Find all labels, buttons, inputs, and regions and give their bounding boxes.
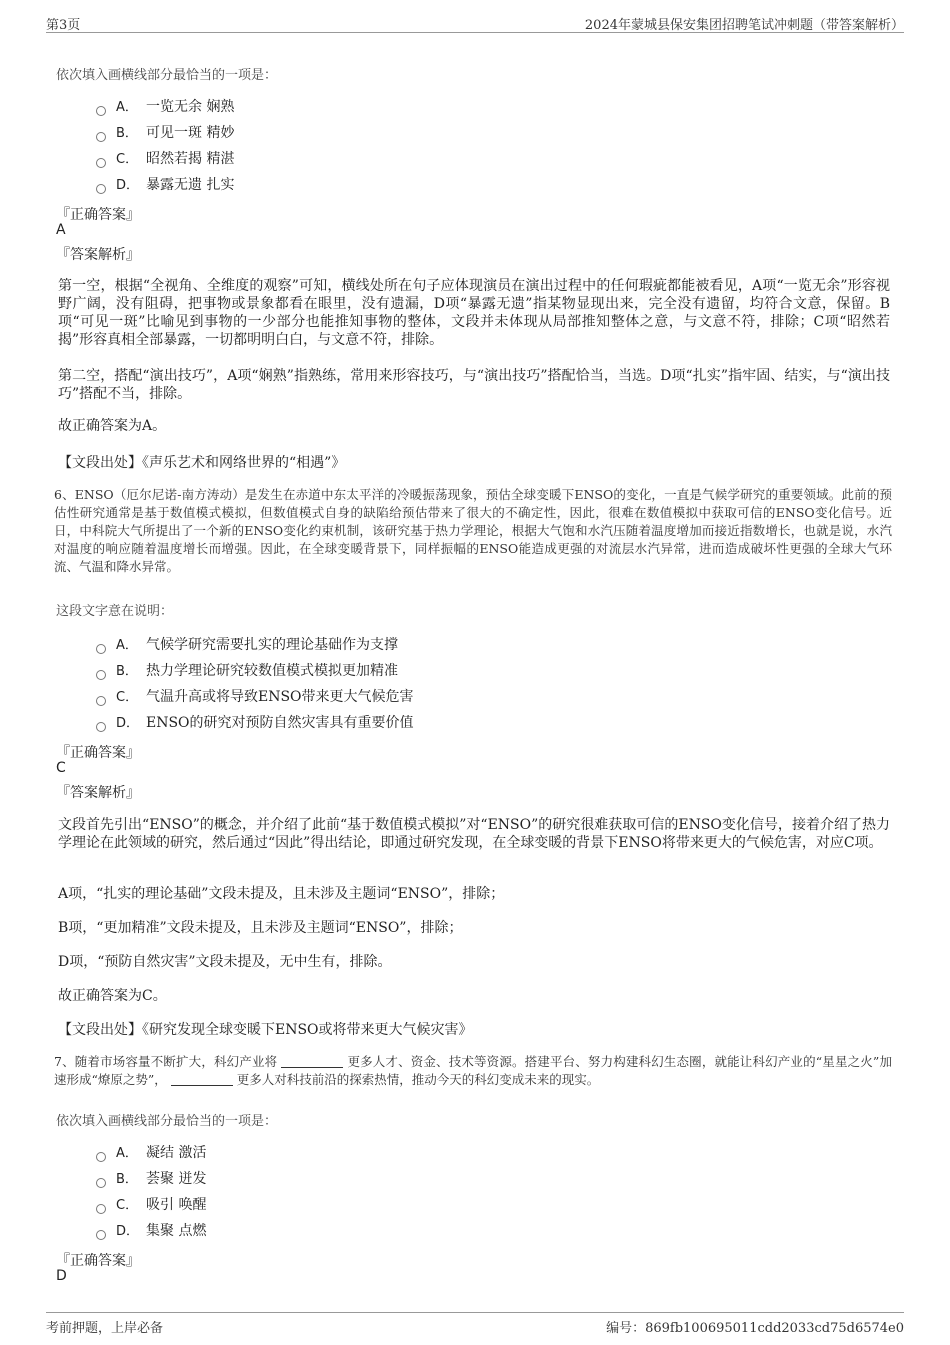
q6-source: 【文段出处】《研究发现全球变暖下ENSO或将带来更大气候灾害》	[58, 1022, 473, 1038]
q5-option-a[interactable]: A． 一览无余 娴熟	[96, 97, 234, 117]
q5-option-b[interactable]: B． 可见一斑 精妙	[96, 123, 234, 143]
q5-analysis-3: 故正确答案为A。	[58, 418, 167, 434]
radio-icon[interactable]	[96, 1152, 106, 1162]
q6-analysis-4: D项，“预防自然灾害”文段未提及，无中生有，排除。	[58, 954, 392, 970]
q6-prompt: 这段文字意在说明：	[56, 604, 174, 619]
q6-option-a[interactable]: A． 气候学研究需要扎实的理论基础作为支撑	[96, 635, 398, 655]
radio-icon[interactable]	[96, 670, 106, 680]
q5-analysis-2: 第二空，搭配“演出技巧”，A项“娴熟”指熟练，常用来形容技巧，与“演出技巧”搭配恰当，当选。D项“扎实”指牢固、结实，与“演出技巧”搭配不当，排除。	[58, 368, 890, 402]
q5-prompt: 依次填入画横线部分最恰当的一项是：	[56, 68, 278, 83]
q7-answer: D	[56, 1268, 67, 1284]
radio-icon[interactable]	[96, 106, 106, 116]
q7-prompt: 依次填入画横线部分最恰当的一项是：	[56, 1114, 278, 1129]
radio-icon[interactable]	[96, 644, 106, 654]
radio-icon[interactable]	[96, 1230, 106, 1240]
radio-icon[interactable]	[96, 1204, 106, 1214]
q5-analysis-1: 第一空，根据“全视角、全维度的观察”可知，横线处所在句子应体现演员在演出过程中的任何瑕疵都能被看见，A项“一览无余”形容视野广阔，没有阻碍，把事物或景象都看在眼里，没有遗漏，D项“暴露无遗”指某物显现出来，完全没有遗留，均符合文意，保留。B项“可见一斑”比喻见到事物的一少部分也能推知事物的整体，文段并未体现从局部推知整体之意，与文意不符，排除；C项“昭然若揭”形容真相全部暴露，一切都明明白白，与文意不符，排除。	[58, 278, 890, 348]
q7-option-c[interactable]: C． 吸引 唤醒	[96, 1195, 206, 1215]
q6-answer: C	[56, 760, 66, 776]
radio-icon[interactable]	[96, 722, 106, 732]
q6-option-b[interactable]: B． 热力学理论研究较数值模式模拟更加精准	[96, 661, 398, 681]
radio-icon[interactable]	[96, 1178, 106, 1188]
q7-option-b[interactable]: B． 荟聚 迸发	[96, 1169, 206, 1189]
blank-line-2	[171, 1073, 233, 1086]
q7-option-d[interactable]: D． 集聚 点燃	[96, 1221, 206, 1241]
blank-line-1	[281, 1055, 343, 1068]
document-code: 编号：869fb100695011cdd2033cd75d6574e0	[606, 1321, 904, 1336]
q5-analysis-label: 『答案解析』	[56, 247, 140, 263]
q6-option-d[interactable]: D． ENSO的研究对预防自然灾害具有重要价值	[96, 713, 414, 733]
q5-answer-label: 『正确答案』	[56, 207, 140, 223]
q5-answer: A	[56, 222, 66, 238]
q6-analysis-label: 『答案解析』	[56, 785, 140, 801]
q6-analysis-1: 文段首先引出“ENSO”的概念，并介绍了此前“基于数值模式模拟”对“ENSO”的研究很难获取可信的ENSO变化信号，接着介绍了热力学理论在此领域的研究，然后通过“因此”得出结论，即通过研究发现，在全球变暖的背景下ENSO将带来更大的气候危害，对应C项。	[58, 817, 890, 851]
q6-question: 6、ENSO（厄尔尼诺-南方涛动）是发生在赤道中东太平洋的冷暖振荡现象，预估全球变暖下ENSO的变化，一直是气候学研究的重要领域。此前的预估性研究通常是基于数值模式模拟，但数值模式自身的缺陷给预估带来了很大的不确定性，因此，很难在数值模拟中获取可信的ENSO变化信号。近日，中科院大气所提出了一个新的ENSO变化约束机制，该研究基于热力学理论，根据大气饱和水汽压随着温度增加而接近指数增长，也就是说，水汽对温度的响应随着温度增长而增强。因此，在全球变暖背景下，同样振幅的ENSO能造成更强的对流层水汽异常，进而造成破坏性更强的全球大气环流、气温和降水异常。	[54, 487, 892, 574]
q5-source: 【文段出处】《声乐艺术和网络世界的“相遇”》	[58, 455, 346, 471]
radio-icon[interactable]	[96, 132, 106, 142]
radio-icon[interactable]	[96, 184, 106, 194]
q6-option-c[interactable]: C． 气温升高或将导致ENSO带来更大气候危害	[96, 687, 414, 707]
q7-question: 7、随着市场容量不断扩大，科幻产业将 更多人才、资金、技术等资源。搭建平台、努力构建科幻生态圈，就能让科幻产业的“星星之火”加速形成“燎原之势”， 更多人对科技前沿的探索热情，推动今天的科幻变成未来的现实。	[54, 1054, 892, 1087]
q6-analysis-2: A项，“扎实的理论基础”文段未提及，且未涉及主题词“ENSO”，排除；	[58, 886, 505, 902]
document-title: 2024年蒙城县保安集团招聘笔试冲刺题（带答案解析）	[584, 18, 904, 33]
q7-answer-label: 『正确答案』	[56, 1253, 140, 1269]
q7-option-a[interactable]: A． 凝结 激活	[96, 1143, 206, 1163]
q6-answer-label: 『正确答案』	[56, 745, 140, 761]
radio-icon[interactable]	[96, 696, 106, 706]
q6-analysis-3: B项，“更加精准”文段未提及，且未涉及主题词“ENSO”，排除；	[58, 920, 463, 936]
q5-option-d[interactable]: D． 暴露无遗 扎实	[96, 175, 234, 195]
radio-icon[interactable]	[96, 158, 106, 168]
page-header	[46, 12, 904, 33]
page-number: 第3页	[46, 18, 81, 33]
footer-slogan: 考前押题，上岸必备	[46, 1321, 164, 1336]
q6-analysis-5: 故正确答案为C。	[58, 988, 167, 1004]
q5-option-c[interactable]: C． 昭然若揭 精湛	[96, 149, 234, 169]
page-footer	[46, 1312, 904, 1335]
